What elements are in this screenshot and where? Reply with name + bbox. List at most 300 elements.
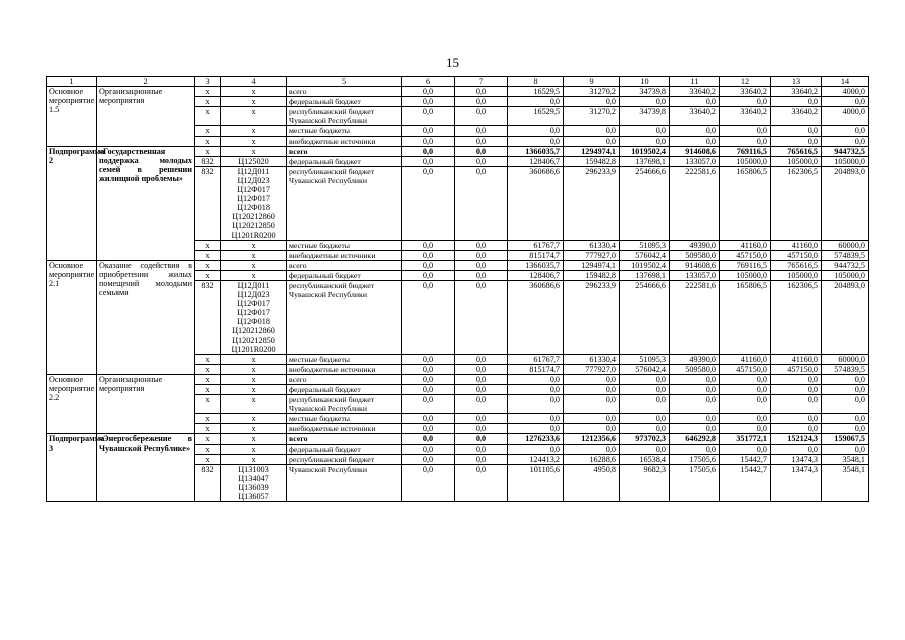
value-cell: 162306,5 <box>771 166 822 240</box>
value-cell: 0,0 <box>402 107 455 126</box>
column-number: 4 <box>221 77 287 87</box>
funding-source: республиканский бюджет Чувашской Республики <box>287 166 402 240</box>
value-cell: 137698,1 <box>620 270 670 280</box>
value-cell: 49390,0 <box>670 240 720 250</box>
code-target: x <box>221 444 287 454</box>
code-grbs: x <box>195 424 221 434</box>
column-number: 13 <box>771 77 822 87</box>
value-cell: 0,0 <box>720 414 771 424</box>
value-cell: 34739,8 <box>620 107 670 126</box>
value-cell: 0,0 <box>564 444 620 454</box>
value-cell: 574839,5 <box>822 250 869 260</box>
value-cell: 0,0 <box>455 434 508 444</box>
value-cell: 0,0 <box>402 240 455 250</box>
value-cell: 0,0 <box>402 464 455 501</box>
value-cell: 0,0 <box>670 385 720 395</box>
value-cell: 574839,5 <box>822 364 869 374</box>
value-cell: 0,0 <box>720 395 771 414</box>
column-number: 5 <box>287 77 402 87</box>
value-cell: 0,0 <box>771 395 822 414</box>
value-cell: 0,0 <box>620 444 670 454</box>
value-cell: 0,0 <box>720 374 771 384</box>
code-grbs: 832 <box>195 280 221 354</box>
funding-source: федеральный бюджет <box>287 444 402 454</box>
value-cell: 0,0 <box>402 97 455 107</box>
value-cell: 60000,0 <box>822 240 869 250</box>
code-grbs: x <box>195 385 221 395</box>
funding-source: республиканский бюджет Чувашской Республики <box>287 107 402 126</box>
value-cell: 360686,6 <box>508 280 564 354</box>
value-cell: 128406,7 <box>508 156 564 166</box>
code-grbs: x <box>195 395 221 414</box>
code-target: x <box>221 395 287 414</box>
value-cell: 509580,0 <box>670 250 720 260</box>
column-number: 1 <box>47 77 97 87</box>
code-target: Ц12Д011 Ц12Д023 Ц12Ф017 Ц12Ф017 Ц12Ф018 Ц120212860 Ц120212850 Ц1201R0200 <box>221 280 287 354</box>
value-cell: 765616,5 <box>771 146 822 156</box>
value-cell: 0,0 <box>620 126 670 136</box>
value-cell: 15442,7 <box>720 454 771 464</box>
value-cell: 41160,0 <box>771 354 822 364</box>
code-target: x <box>221 424 287 434</box>
code-grbs: x <box>195 364 221 374</box>
group-name: «Энергосбережение в Чувашской Республике» <box>97 434 195 502</box>
group-label: Основное мероприятие 2.1 <box>47 260 97 374</box>
value-cell: 159482,8 <box>564 270 620 280</box>
value-cell: 4000,0 <box>822 107 869 126</box>
value-cell: 0,0 <box>402 385 455 395</box>
budget-table <box>46 76 869 502</box>
value-cell: 0,0 <box>564 374 620 384</box>
value-cell: 105000,0 <box>822 270 869 280</box>
value-cell: 152124,3 <box>771 434 822 444</box>
value-cell: 61330,4 <box>564 240 620 250</box>
code-target: x <box>221 240 287 250</box>
value-cell: 124413,2 <box>508 454 564 464</box>
table-row <box>47 146 869 156</box>
column-number: 7 <box>455 77 508 87</box>
page-number: 15 <box>446 55 459 70</box>
value-cell: 33640,2 <box>771 87 822 97</box>
value-cell: 0,0 <box>771 424 822 434</box>
value-cell: 457150,0 <box>720 364 771 374</box>
value-cell: 815174,7 <box>508 364 564 374</box>
group-name: Организационные мероприятия <box>97 87 195 147</box>
value-cell: 0,0 <box>402 454 455 464</box>
column-number: 3 <box>195 77 221 87</box>
value-cell: 105000,0 <box>720 270 771 280</box>
value-cell: 0,0 <box>508 136 564 146</box>
value-cell: 162306,5 <box>771 280 822 354</box>
value-cell: 0,0 <box>455 107 508 126</box>
value-cell: 576042,4 <box>620 364 670 374</box>
value-cell: 222581,6 <box>670 280 720 354</box>
value-cell: 3548,1 <box>822 464 869 501</box>
funding-source: федеральный бюджет <box>287 270 402 280</box>
header-row <box>47 77 869 87</box>
funding-source: внебюджетные источники <box>287 424 402 434</box>
table-row <box>47 434 869 444</box>
value-cell: 296233,9 <box>564 280 620 354</box>
value-cell: 61330,4 <box>564 354 620 364</box>
code-target: x <box>221 354 287 364</box>
value-cell: 0,0 <box>771 414 822 424</box>
value-cell: 3548,1 <box>822 454 869 464</box>
value-cell: 0,0 <box>508 414 564 424</box>
group-name: Оказание содействия в приобретении жилых помещений молодыми семьями <box>97 260 195 374</box>
value-cell: 0,0 <box>670 374 720 384</box>
value-cell: 105000,0 <box>771 270 822 280</box>
value-cell: 0,0 <box>402 270 455 280</box>
code-target: Ц131003 Ц134047 Ц136039 Ц136057 <box>221 464 287 501</box>
code-grbs: x <box>195 107 221 126</box>
value-cell: 0,0 <box>720 136 771 146</box>
value-cell: 105000,0 <box>822 156 869 166</box>
value-cell: 41160,0 <box>720 240 771 250</box>
code-target: x <box>221 270 287 280</box>
table-row <box>47 374 869 384</box>
value-cell: 17505,6 <box>670 454 720 464</box>
value-cell: 15442,7 <box>720 464 771 501</box>
value-cell: 0,0 <box>402 87 455 97</box>
code-target: x <box>221 454 287 464</box>
value-cell: 16288,6 <box>564 454 620 464</box>
code-grbs: x <box>195 87 221 97</box>
funding-source: всего <box>287 146 402 156</box>
group-label: Подпрограмма 2 <box>47 146 97 260</box>
value-cell: 765616,5 <box>771 260 822 270</box>
value-cell: 0,0 <box>720 424 771 434</box>
value-cell: 0,0 <box>455 270 508 280</box>
group-name: «Государственная поддержка молодых семей в решении жилищной проблемы» <box>97 146 195 260</box>
value-cell: 0,0 <box>508 374 564 384</box>
value-cell: 944732,5 <box>822 146 869 156</box>
value-cell: 0,0 <box>402 374 455 384</box>
code-target: x <box>221 126 287 136</box>
value-cell: 0,0 <box>771 136 822 146</box>
funding-source: местные бюджеты <box>287 240 402 250</box>
code-grbs: 832 <box>195 464 221 501</box>
value-cell: 296233,9 <box>564 166 620 240</box>
value-cell: 646292,8 <box>670 434 720 444</box>
code-grbs: x <box>195 250 221 260</box>
value-cell: 0,0 <box>455 385 508 395</box>
value-cell: 1019502,4 <box>620 260 670 270</box>
value-cell: 0,0 <box>402 260 455 270</box>
code-grbs: x <box>195 260 221 270</box>
value-cell: 0,0 <box>508 424 564 434</box>
funding-source: республиканский бюджет Чувашской Республики <box>287 395 402 414</box>
value-cell: 1019502,4 <box>620 146 670 156</box>
funding-source: всего <box>287 434 402 444</box>
value-cell: 0,0 <box>564 385 620 395</box>
funding-source: всего <box>287 260 402 270</box>
funding-source: всего <box>287 87 402 97</box>
value-cell: 0,0 <box>455 354 508 364</box>
value-cell: 0,0 <box>455 374 508 384</box>
value-cell: 0,0 <box>455 260 508 270</box>
value-cell: 0,0 <box>455 87 508 97</box>
code-grbs: x <box>195 240 221 250</box>
code-grbs: x <box>195 126 221 136</box>
value-cell: 31270,2 <box>564 87 620 97</box>
value-cell: 0,0 <box>564 97 620 107</box>
value-cell: 9682,3 <box>620 464 670 501</box>
value-cell: 457150,0 <box>771 250 822 260</box>
value-cell: 31270,2 <box>564 107 620 126</box>
value-cell: 41160,0 <box>771 240 822 250</box>
value-cell: 60000,0 <box>822 354 869 364</box>
value-cell: 0,0 <box>455 136 508 146</box>
value-cell: 165806,5 <box>720 280 771 354</box>
value-cell: 0,0 <box>670 395 720 414</box>
value-cell: 0,0 <box>670 414 720 424</box>
value-cell: 41160,0 <box>720 354 771 364</box>
group-label: Подпрограмма 3 <box>47 434 97 502</box>
value-cell: 0,0 <box>402 126 455 136</box>
funding-source: всего <box>287 374 402 384</box>
value-cell: 133057,0 <box>670 156 720 166</box>
value-cell: 1294974,1 <box>564 260 620 270</box>
funding-source: местные бюджеты <box>287 354 402 364</box>
code-target: x <box>221 146 287 156</box>
value-cell: 0,0 <box>402 156 455 166</box>
funding-source: внебюджетные источники <box>287 136 402 146</box>
value-cell: 944732,5 <box>822 260 869 270</box>
code-target: x <box>221 414 287 424</box>
value-cell: 0,0 <box>455 280 508 354</box>
value-cell: 61767,7 <box>508 240 564 250</box>
value-cell: 4000,0 <box>822 87 869 97</box>
value-cell: 0,0 <box>455 166 508 240</box>
value-cell: 204893,0 <box>822 166 869 240</box>
value-cell: 204893,0 <box>822 280 869 354</box>
value-cell: 0,0 <box>402 166 455 240</box>
value-cell: 33640,2 <box>771 107 822 126</box>
value-cell: 0,0 <box>771 444 822 454</box>
value-cell: 17505,6 <box>670 464 720 501</box>
code-grbs: x <box>195 414 221 424</box>
value-cell: 33640,2 <box>670 87 720 97</box>
value-cell: 351772,1 <box>720 434 771 444</box>
value-cell: 159482,8 <box>564 156 620 166</box>
code-grbs: x <box>195 270 221 280</box>
value-cell: 0,0 <box>455 414 508 424</box>
value-cell: 0,0 <box>402 250 455 260</box>
value-cell: 51095,3 <box>620 240 670 250</box>
value-cell: 769116,5 <box>720 146 771 156</box>
code-target: x <box>221 136 287 146</box>
value-cell: 0,0 <box>564 414 620 424</box>
column-number: 12 <box>720 77 771 87</box>
value-cell: 360686,6 <box>508 166 564 240</box>
value-cell: 0,0 <box>822 385 869 395</box>
value-cell: 0,0 <box>402 434 455 444</box>
value-cell: 0,0 <box>455 364 508 374</box>
value-cell: 1276233,6 <box>508 434 564 444</box>
value-cell: 0,0 <box>508 385 564 395</box>
value-cell: 16538,4 <box>620 454 670 464</box>
value-cell: 815174,7 <box>508 250 564 260</box>
column-number: 14 <box>822 77 869 87</box>
value-cell: 0,0 <box>771 385 822 395</box>
value-cell: 0,0 <box>508 97 564 107</box>
value-cell: 159067,5 <box>822 434 869 444</box>
value-cell: 0,0 <box>771 97 822 107</box>
value-cell: 0,0 <box>455 454 508 464</box>
value-cell: 165806,5 <box>720 166 771 240</box>
value-cell: 576042,4 <box>620 250 670 260</box>
value-cell: 0,0 <box>620 414 670 424</box>
value-cell: 0,0 <box>771 374 822 384</box>
value-cell: 34739,8 <box>620 87 670 97</box>
funding-source: внебюджетные источники <box>287 250 402 260</box>
value-cell: 0,0 <box>455 240 508 250</box>
funding-source: местные бюджеты <box>287 126 402 136</box>
value-cell: 0,0 <box>620 97 670 107</box>
value-cell: 49390,0 <box>670 354 720 364</box>
value-cell: 777927,0 <box>564 364 620 374</box>
code-target: x <box>221 87 287 97</box>
code-grbs: x <box>195 374 221 384</box>
column-number: 9 <box>564 77 620 87</box>
value-cell: 101105,6 <box>508 464 564 501</box>
code-target: x <box>221 260 287 270</box>
code-grbs: x <box>195 97 221 107</box>
value-cell: 0,0 <box>822 374 869 384</box>
value-cell: 133057,0 <box>670 270 720 280</box>
group-label: Основное мероприятие 2.2 <box>47 374 97 434</box>
value-cell: 0,0 <box>822 395 869 414</box>
value-cell: 0,0 <box>508 444 564 454</box>
value-cell: 33640,2 <box>720 87 771 97</box>
value-cell: 0,0 <box>455 424 508 434</box>
funding-source: республиканский бюджет Чувашской Республики <box>287 280 402 354</box>
table-row <box>47 87 869 97</box>
value-cell: 222581,6 <box>670 166 720 240</box>
value-cell: 0,0 <box>670 126 720 136</box>
value-cell: 0,0 <box>402 136 455 146</box>
value-cell: 0,0 <box>455 250 508 260</box>
value-cell: 0,0 <box>720 385 771 395</box>
value-cell: 0,0 <box>402 444 455 454</box>
code-target: x <box>221 107 287 126</box>
code-grbs: x <box>195 454 221 464</box>
value-cell: 0,0 <box>455 97 508 107</box>
value-cell: 0,0 <box>402 395 455 414</box>
value-cell: 0,0 <box>402 364 455 374</box>
value-cell: 0,0 <box>620 385 670 395</box>
value-cell: 0,0 <box>455 156 508 166</box>
code-target: x <box>221 250 287 260</box>
funding-source: федеральный бюджет <box>287 385 402 395</box>
code-target: x <box>221 385 287 395</box>
value-cell: 0,0 <box>822 136 869 146</box>
value-cell: 254666,6 <box>620 280 670 354</box>
value-cell: 13474,3 <box>771 464 822 501</box>
value-cell: 0,0 <box>720 97 771 107</box>
value-cell: 769116,5 <box>720 260 771 270</box>
value-cell: 0,0 <box>455 126 508 136</box>
value-cell: 973702,3 <box>620 434 670 444</box>
group-label: Основное мероприятие 1.5 <box>47 87 97 147</box>
value-cell: 0,0 <box>508 126 564 136</box>
code-grbs: x <box>195 146 221 156</box>
value-cell: 0,0 <box>620 395 670 414</box>
value-cell: 0,0 <box>402 424 455 434</box>
value-cell: 509580,0 <box>670 364 720 374</box>
value-cell: 0,0 <box>455 146 508 156</box>
funding-source: местные бюджеты <box>287 414 402 424</box>
value-cell: 1212356,6 <box>564 434 620 444</box>
funding-source: Чувашской Республики <box>287 464 402 501</box>
value-cell: 0,0 <box>822 126 869 136</box>
value-cell: 0,0 <box>620 424 670 434</box>
value-cell: 0,0 <box>402 280 455 354</box>
value-cell: 914608,6 <box>670 260 720 270</box>
code-grbs: 832 <box>195 166 221 240</box>
funding-source: внебюджетные источники <box>287 364 402 374</box>
funding-source: республиканский бюджет <box>287 454 402 464</box>
value-cell: 1294974,1 <box>564 146 620 156</box>
value-cell: 4950,8 <box>564 464 620 501</box>
value-cell: 0,0 <box>455 444 508 454</box>
value-cell: 0,0 <box>564 424 620 434</box>
code-target: Ц125020 <box>221 156 287 166</box>
value-cell: 0,0 <box>564 126 620 136</box>
value-cell: 0,0 <box>822 414 869 424</box>
value-cell: 0,0 <box>455 395 508 414</box>
column-number: 6 <box>402 77 455 87</box>
code-grbs: x <box>195 136 221 146</box>
value-cell: 0,0 <box>620 374 670 384</box>
code-target: x <box>221 364 287 374</box>
value-cell: 0,0 <box>402 354 455 364</box>
value-cell: 105000,0 <box>771 156 822 166</box>
funding-source: федеральный бюджет <box>287 97 402 107</box>
column-number: 10 <box>620 77 670 87</box>
column-number: 2 <box>97 77 195 87</box>
code-grbs: x <box>195 444 221 454</box>
group-name: Организационные мероприятия <box>97 374 195 434</box>
value-cell: 457150,0 <box>720 250 771 260</box>
value-cell: 1366035,7 <box>508 146 564 156</box>
value-cell: 0,0 <box>670 424 720 434</box>
value-cell: 0,0 <box>670 136 720 146</box>
value-cell: 137698,1 <box>620 156 670 166</box>
code-grbs: x <box>195 354 221 364</box>
value-cell: 0,0 <box>564 395 620 414</box>
value-cell: 33640,2 <box>720 107 771 126</box>
code-target: Ц12Д011 Ц12Д023 Ц12Ф017 Ц12Ф017 Ц12Ф018 Ц120212860 Ц120212850 Ц1201R0200 <box>221 166 287 240</box>
value-cell: 51095,3 <box>620 354 670 364</box>
value-cell: 0,0 <box>455 464 508 501</box>
value-cell: 13474,3 <box>771 454 822 464</box>
value-cell: 254666,6 <box>620 166 670 240</box>
value-cell: 105000,0 <box>720 156 771 166</box>
value-cell: 0,0 <box>822 97 869 107</box>
value-cell: 777927,0 <box>564 250 620 260</box>
table-row <box>47 260 869 270</box>
value-cell: 0,0 <box>402 146 455 156</box>
value-cell: 0,0 <box>402 414 455 424</box>
value-cell: 0,0 <box>670 444 720 454</box>
value-cell: 16529,5 <box>508 107 564 126</box>
value-cell: 0,0 <box>670 97 720 107</box>
value-cell: 128406,7 <box>508 270 564 280</box>
value-cell: 0,0 <box>564 136 620 146</box>
column-number: 11 <box>670 77 720 87</box>
